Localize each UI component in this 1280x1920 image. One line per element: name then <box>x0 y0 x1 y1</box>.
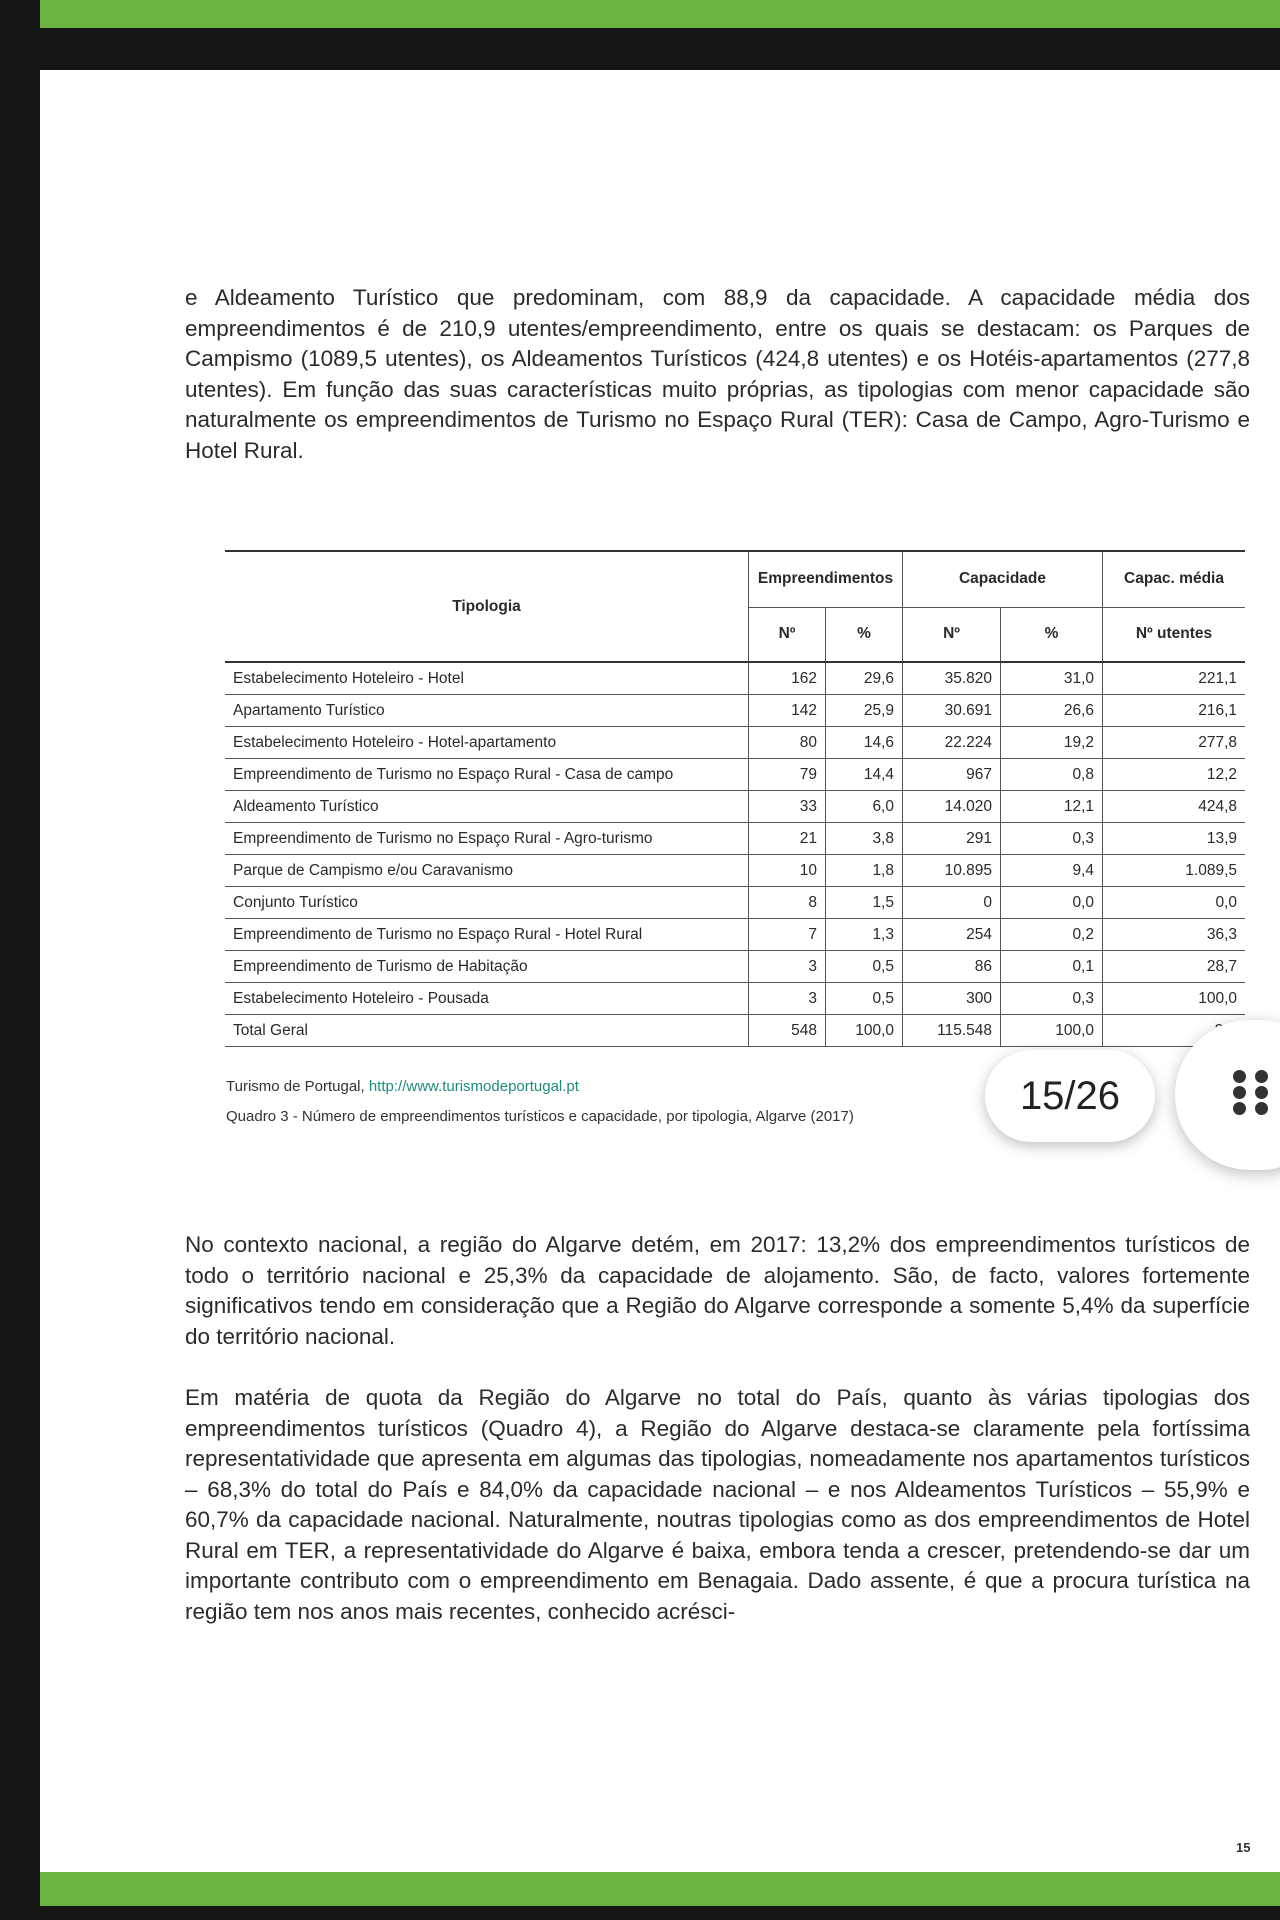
cell-emp-pct: 1,8 <box>826 855 903 887</box>
cell-cap-n-total: 115.548 <box>903 1015 1001 1047</box>
cell-cap-pct: 0,3 <box>1001 823 1103 855</box>
cell-cap-pct: 0,0 <box>1001 887 1103 919</box>
cell-emp-n: 8 <box>749 887 826 919</box>
cell-cap-n: 10.895 <box>903 855 1001 887</box>
cell-cap-pct: 12,1 <box>1001 791 1103 823</box>
cell-emp-pct: 1,5 <box>826 887 903 919</box>
cell-emp-pct: 14,6 <box>826 727 903 759</box>
quadro-table <box>225 550 1245 1047</box>
paragraph-quota: Em matéria de quota da Região do Algarve no total do País, quanto às várias tipologias dos empreendimentos turísticos (Quadro 4), a Região do Algarve destaca-se claramente pela fortíssima representatividade que apresenta em algumas das tipologias, nomeadamente nos apartamentos turísticos – 68,3% do total do País e 84,0% da capacidade nacional – e nos Aldeamentos Turísticos – 55,9% e 60,7% da capacidade nacional. Naturalmente, noutras tipologias como as dos empreendimentos de Hotel Rural em TER, a representatividade do Algarve é baixa, embora tenda a crescer, pretendendo-se dar um importante contributo com o empreendimento em Benagaia. Dado assente, é que a procura turística na região tem nos anos mais recentes, conhecido acrésci- <box>185 1385 1250 1624</box>
header-n-utentes: Nº utentes <box>1103 607 1246 662</box>
cell-tipologia: Conjunto Turístico <box>225 887 749 919</box>
cell-cap-n: 14.020 <box>903 791 1001 823</box>
cell-tipologia: Empreendimento de Turismo de Habitação <box>225 951 749 983</box>
cell-emp-n: 79 <box>749 759 826 791</box>
cell-emp-n: 21 <box>749 823 826 855</box>
table-row <box>225 823 1245 855</box>
cell-cap-pct: 9,4 <box>1001 855 1103 887</box>
cell-tipologia: Empreendimento de Turismo no Espaço Rural - Hotel Rural <box>225 919 749 951</box>
table-row <box>225 695 1245 727</box>
source-link[interactable]: http://www.turismodeportugal.pt <box>368 1078 579 1095</box>
table-row <box>225 887 1245 919</box>
grid-dots-icon <box>1233 1070 1273 1116</box>
cell-emp-n: 80 <box>749 727 826 759</box>
cell-tipologia: Aldeamento Turístico <box>225 791 749 823</box>
cell-cap-n: 35.820 <box>903 662 1001 695</box>
cell-emp-n-total: 548 <box>749 1015 826 1047</box>
cell-tipologia-total: Total Geral <box>225 1015 749 1047</box>
table-row <box>225 759 1245 791</box>
paragraph-national-context: No contexto nacional, a região do Algarve detém, em 2017: 13,2% dos empreendimentos turísticos de todo o território nacional e 25,3% da capacidade de alojamento. São, de facto, valores fortemente significativos tendo em consideração que a Região do Algarve corresponde a somente 5,4% da superfície do território nacional. <box>185 1232 1250 1349</box>
bottom-accent-band <box>40 1872 1280 1906</box>
cell-tipologia: Estabelecimento Hoteleiro - Pousada <box>225 983 749 1015</box>
cell-cap-pct: 0,8 <box>1001 759 1103 791</box>
table-row <box>225 662 1245 695</box>
cell-tipologia: Parque de Campismo e/ou Caravanismo <box>225 855 749 887</box>
cell-cap-pct: 0,2 <box>1001 919 1103 951</box>
cell-cap-n: 22.224 <box>903 727 1001 759</box>
table-row <box>225 727 1245 759</box>
header-emp-pct: % <box>826 607 903 662</box>
header-empreendimentos: Empreendimentos <box>749 551 903 607</box>
paragraph-capacity: e Aldeamento Turístico que predominam, com 88,9 da capacidade. A capacidade média dos empreendimentos é de 210,9 utentes/empreendimento, entre os quais se destacam: os Parques de Campismo (1089,5 utentes), os Aldeamentos Turísticos (424,8 utentes) e os Hotéis-apartamentos (277,8 utentes). Em função das suas características muito próprias, as tipologias com menor capacidade são naturalmente os empreendimentos de Turismo no Espaço Rural (TER): Casa de Campo, Agro-Turismo e Hotel Rural. <box>185 285 1250 463</box>
header-cap-pct: % <box>1001 607 1103 662</box>
table-row <box>225 983 1245 1015</box>
cell-emp-pct: 0,5 <box>826 983 903 1015</box>
cell-media: 0,0 <box>1103 887 1246 919</box>
table-source <box>226 1078 579 1095</box>
cell-cap-n: 291 <box>903 823 1001 855</box>
table-row <box>225 855 1245 887</box>
cell-emp-pct: 6,0 <box>826 791 903 823</box>
cell-tipologia: Estabelecimento Hoteleiro - Hotel <box>225 662 749 695</box>
cell-media: 216,1 <box>1103 695 1246 727</box>
cell-cap-pct: 19,2 <box>1001 727 1103 759</box>
cell-cap-pct: 26,6 <box>1001 695 1103 727</box>
header-tipologia: Tipologia <box>225 551 749 662</box>
cell-cap-n: 967 <box>903 759 1001 791</box>
cell-emp-pct: 1,3 <box>826 919 903 951</box>
cell-cap-n: 300 <box>903 983 1001 1015</box>
cell-cap-n: 254 <box>903 919 1001 951</box>
cell-media: 424,8 <box>1103 791 1246 823</box>
page-indicator[interactable]: 15/26 <box>985 1050 1155 1142</box>
cell-tipologia: Apartamento Turístico <box>225 695 749 727</box>
cell-emp-pct-total: 100,0 <box>826 1015 903 1047</box>
cell-emp-pct: 14,4 <box>826 759 903 791</box>
cell-cap-pct: 0,1 <box>1001 951 1103 983</box>
table-row <box>225 919 1245 951</box>
cell-emp-n: 33 <box>749 791 826 823</box>
cell-cap-n: 30.691 <box>903 695 1001 727</box>
cell-tipologia: Estabelecimento Hoteleiro - Hotel-apartamento <box>225 727 749 759</box>
table-caption: Quadro 3 - Número de empreendimentos turísticos e capacidade, por tipologia, Algarve (2017) <box>226 1108 854 1125</box>
quadro-3-table <box>225 550 1245 1047</box>
cell-emp-n: 142 <box>749 695 826 727</box>
cell-cap-pct: 31,0 <box>1001 662 1103 695</box>
table-total-row <box>225 1015 1245 1047</box>
cell-cap-n: 86 <box>903 951 1001 983</box>
cell-emp-n: 162 <box>749 662 826 695</box>
table-row <box>225 951 1245 983</box>
cell-emp-pct: 0,5 <box>826 951 903 983</box>
cell-media: 13,9 <box>1103 823 1246 855</box>
cell-emp-n: 3 <box>749 951 826 983</box>
cell-emp-n: 7 <box>749 919 826 951</box>
cell-cap-pct: 0,3 <box>1001 983 1103 1015</box>
page-number: 15 <box>1236 1840 1251 1855</box>
cell-emp-pct: 3,8 <box>826 823 903 855</box>
cell-media: 221,1 <box>1103 662 1246 695</box>
cell-media: 1.089,5 <box>1103 855 1246 887</box>
cell-emp-pct: 25,9 <box>826 695 903 727</box>
header-capac-media: Capac. média <box>1103 551 1246 607</box>
cell-media: 12,2 <box>1103 759 1246 791</box>
table-row <box>225 791 1245 823</box>
header-cap-n: Nº <box>903 607 1001 662</box>
cell-media: 277,8 <box>1103 727 1246 759</box>
top-accent-band <box>40 0 1280 28</box>
cell-media: 28,7 <box>1103 951 1246 983</box>
cell-tipologia: Empreendimento de Turismo no Espaço Rural - Casa de campo <box>225 759 749 791</box>
cell-emp-pct: 29,6 <box>826 662 903 695</box>
header-emp-n: Nº <box>749 607 826 662</box>
cell-cap-pct-total: 100,0 <box>1001 1015 1103 1047</box>
header-capacidade: Capacidade <box>903 551 1103 607</box>
cell-cap-n: 0 <box>903 887 1001 919</box>
cell-media: 100,0 <box>1103 983 1246 1015</box>
cell-emp-n: 10 <box>749 855 826 887</box>
cell-tipologia: Empreendimento de Turismo no Espaço Rural - Agro-turismo <box>225 823 749 855</box>
source-label: Turismo de Portugal, <box>226 1078 365 1095</box>
cell-emp-n: 3 <box>749 983 826 1015</box>
cell-media: 36,3 <box>1103 919 1246 951</box>
